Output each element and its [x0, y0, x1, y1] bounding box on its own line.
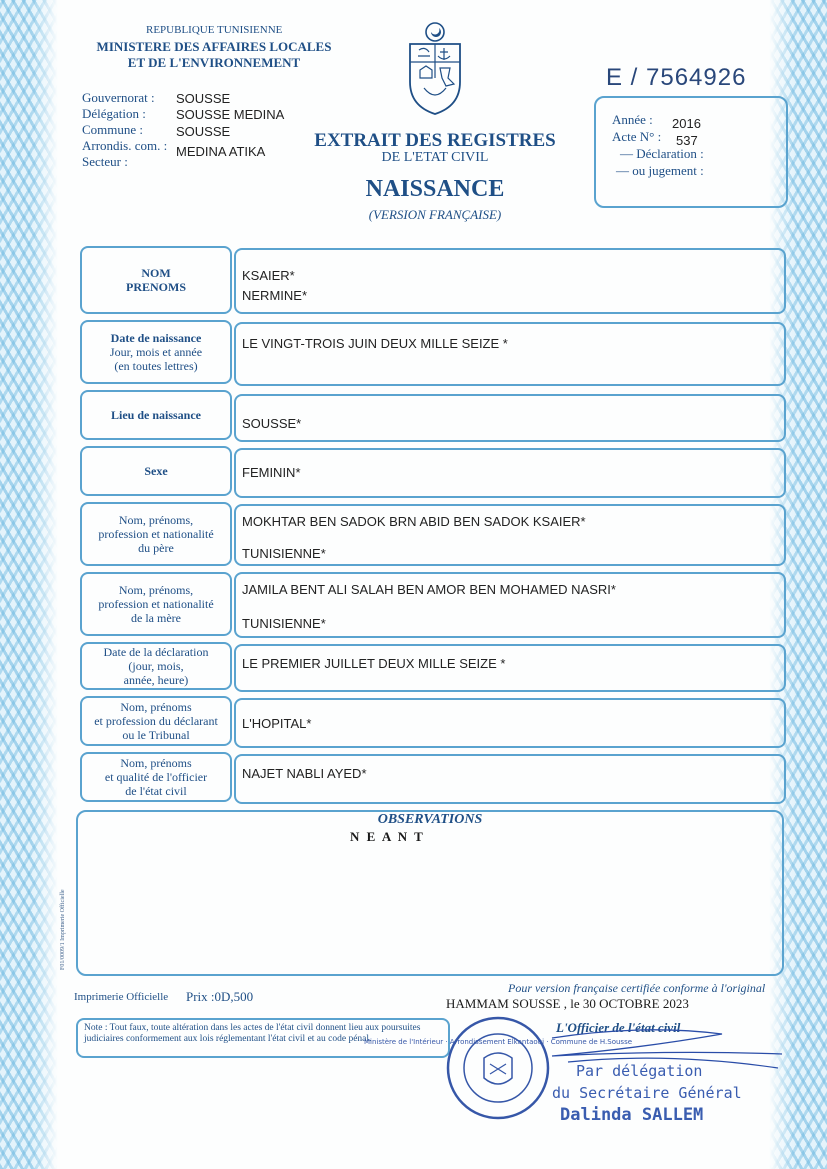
- sexe-value: FEMININ*: [234, 448, 786, 498]
- acte-label: Acte N° :: [612, 129, 662, 144]
- dob-label-2: Jour, mois et année: [109, 345, 203, 359]
- lieu-naissance-label: Lieu de naissance: [80, 390, 232, 440]
- officier-label: [80, 752, 232, 802]
- declarant-value: L'HOPITAL*: [234, 698, 786, 748]
- document-subtitle: DE L'ETAT CIVIL: [381, 150, 489, 165]
- decl-label-3: année, heure): [123, 673, 189, 687]
- jugement-label: — ou jugement :: [616, 163, 704, 178]
- certified-statement: Pour version française certifiée conforme à l'original: [508, 981, 766, 995]
- mere-nom-value: JAMILA BENT ALI SALAH BEN AMOR BEN MOHAMED NASRI*: [242, 582, 616, 597]
- signature-block: [548, 1020, 788, 1130]
- observations-label: OBSERVATIONS: [377, 812, 483, 827]
- imprimerie-label: Imprimerie Officielle: [74, 991, 169, 1003]
- declaration-date-value: LE PREMIER JUILLET DEUX MILLE SEIZE *: [234, 644, 786, 692]
- dob-label-1: Date de naissance: [110, 331, 202, 345]
- acte-value: 537: [676, 133, 698, 148]
- serial-number: E / 7564926: [606, 64, 747, 91]
- pere-label-1: Nom, prénoms,: [118, 513, 194, 527]
- pere-label-2: profession et nationalité: [98, 527, 214, 541]
- officier-value: NAJET NABLI AYED*: [234, 754, 786, 804]
- secteur-label: Secteur :: [82, 154, 128, 169]
- mere-value: [234, 572, 786, 638]
- place-date: HAMMAM SOUSSE , le 30 OCTOBRE 2023: [446, 996, 689, 1011]
- location-block: [82, 90, 167, 170]
- signature-line-2: du Secrétaire Général: [552, 1084, 742, 1102]
- mere-nationalite-value: TUNISIENNE*: [242, 616, 326, 631]
- mere-label-3: de la mère: [131, 611, 181, 625]
- declaration-date-label: [80, 642, 232, 690]
- mere-label-2: profession et nationalité: [98, 597, 214, 611]
- officier-label-1: Nom, prénoms: [120, 756, 192, 770]
- declaration-label: — Déclaration :: [620, 146, 704, 161]
- side-print-mark: F01/0009/1 Imprimerie Officielle: [60, 889, 66, 970]
- prix-label: Prix :0D,500: [186, 989, 254, 1004]
- nom-prenoms-label: [80, 246, 232, 314]
- lieu-naissance-value: SOUSSE*: [234, 394, 786, 442]
- nom-value: KSAIER*: [242, 268, 295, 283]
- stamp-text: Ministère de l'Intérieur · Arrondissement Elkantaoui · Commune de H.Sousse: [363, 1038, 633, 1046]
- mere-label-1: Nom, prénoms,: [118, 583, 194, 597]
- document-type: NAISSANCE: [365, 176, 505, 202]
- pere-label-3: du père: [138, 541, 174, 555]
- left-decorative-border: [0, 0, 58, 1169]
- declarant-label-3: ou le Tribunal: [122, 728, 190, 742]
- sexe-label: Sexe: [80, 446, 232, 496]
- observations-value: N E A N T: [350, 829, 425, 844]
- gouvernorat-value: SOUSSE: [176, 91, 231, 106]
- signature-line-1: Par délégation: [576, 1062, 703, 1080]
- gouvernorat-label: Gouvernorat :: [82, 90, 155, 105]
- mere-label: [80, 572, 232, 636]
- annee-label: Année :: [612, 112, 653, 127]
- ministry-line-1: MINISTERE DES AFFAIRES LOCALES: [96, 39, 332, 54]
- pere-label: [80, 502, 232, 566]
- prenom-value: NERMINE*: [242, 288, 308, 303]
- arrondis-value: MEDINA ATIKA: [176, 144, 266, 159]
- decl-label-1: Date de la déclaration: [103, 645, 209, 659]
- officer-title: L'Officier de l'état civil: [556, 1020, 681, 1035]
- decl-label-2: (jour, mois,: [128, 659, 184, 673]
- legal-note: Note : Tout faux, toute altération dans les actes de l'état civil donnent lieu aux poursuites judiciaires conformement aux lois réglementant l'état civil et au code pénal.: [76, 1018, 450, 1058]
- nom-label: NOM: [141, 266, 171, 280]
- signature-line-3: Dalinda SALLEM: [560, 1105, 704, 1125]
- nom-prenoms-value: [234, 248, 786, 314]
- declarant-label-2: et profession du déclarant: [94, 714, 218, 728]
- delegation-label: Délégation :: [82, 106, 146, 121]
- coat-of-arms-icon: [404, 20, 466, 118]
- commune-value: SOUSSE: [176, 124, 231, 139]
- declarant-label-1: Nom, prénoms: [120, 700, 192, 714]
- prenoms-label: PRENOMS: [126, 280, 186, 294]
- delegation-value: SOUSSE MEDINA: [176, 107, 285, 122]
- officier-label-2: et qualité de l'officier: [104, 770, 208, 784]
- document-title: EXTRAIT DES REGISTRES: [314, 130, 556, 151]
- version-label: (VERSION FRANÇAISE): [368, 207, 502, 222]
- republic-heading: REPUBLIQUE TUNISIENNE: [146, 24, 283, 36]
- arrondis-label: Arrondis. com. :: [82, 138, 168, 153]
- date-naissance-value: LE VINGT-TROIS JUIN DEUX MILLE SEIZE *: [234, 322, 786, 386]
- pere-value: [234, 504, 786, 566]
- ministry-line-2: ET DE L'ENVIRONNEMENT: [127, 55, 301, 70]
- dob-label-3: (en toutes lettres): [114, 359, 198, 373]
- observations-box: [76, 810, 784, 976]
- officier-label-3: de l'état civil: [125, 784, 187, 798]
- commune-label: Commune :: [82, 122, 144, 137]
- declarant-label: [80, 696, 232, 746]
- date-naissance-label: [80, 320, 232, 384]
- pere-nom-value: MOKHTAR BEN SADOK BRN ABID BEN SADOK KSAIER*: [242, 514, 586, 529]
- annee-value: 2016: [672, 116, 701, 131]
- ministry-heading: [88, 39, 340, 71]
- pere-nationalite-value: TUNISIENNE*: [242, 546, 326, 561]
